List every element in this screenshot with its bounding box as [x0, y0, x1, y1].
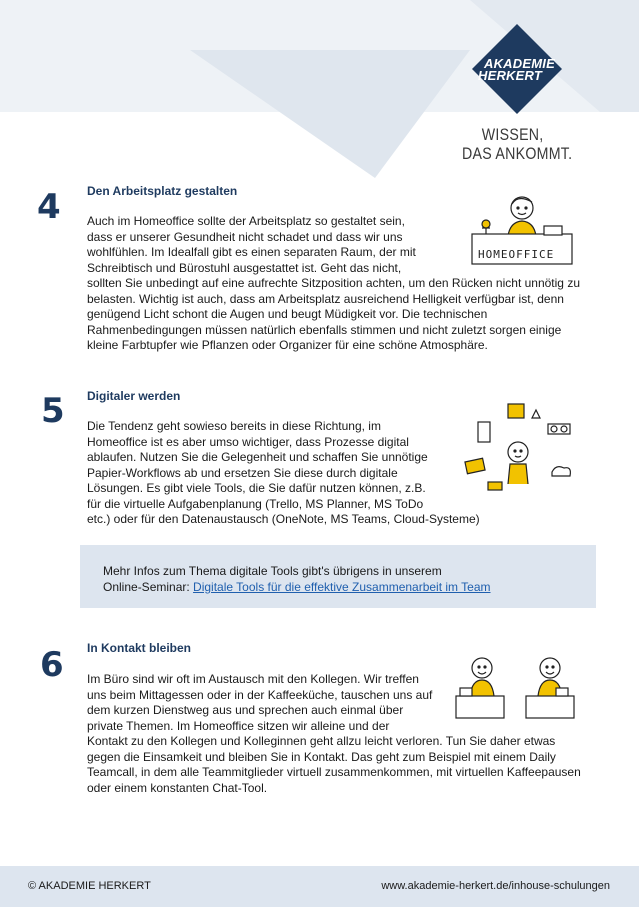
footer-website[interactable]: www.akademie-herkert.de/inhouse-schulungen	[381, 880, 610, 892]
text-line: Rahmenbedingungen müssen natürlich ebenfalls stimmen und nicht zuletzt sorgen einige	[87, 322, 562, 337]
text-line: private Themen. Im Homeoffice sitzen wir alleine und der	[87, 718, 390, 733]
homeoffice-sign: HOMEOFFICE	[478, 248, 555, 261]
text-line: Im Büro sind wir oft im Austausch mit den Kollegen. Wir treffen	[87, 672, 419, 686]
text-line: Auch im Homeoffice sollte der Arbeitsplatz so gestaltet sein,	[87, 214, 405, 228]
footer-copyright: © AKADEMIE HERKERT	[28, 880, 151, 892]
header-background	[0, 0, 639, 200]
slogan-line1: WISSEN,	[481, 126, 544, 144]
section-number-4: 4	[37, 187, 61, 227]
text-line: Lösungen. Es gibt viele Tools, die Sie dafür nutzen können, z.B.	[87, 481, 426, 495]
section-text-digital	[87, 419, 480, 528]
info-line2-prefix: Online-Seminar:	[103, 580, 194, 594]
slogan	[462, 126, 591, 164]
text-line: Papier-Workflows ab und ersetzen Sie diese durch digitale	[87, 465, 398, 480]
text-line: Schreibtisch und Bürostuhl ausgestattet ist. Geht das nicht,	[87, 260, 402, 275]
text-line: oder einem konstanten Chat-Tool.	[87, 780, 268, 795]
text-line: Die Tendenz geht sowieso bereits in diese Richtung, im	[87, 419, 381, 433]
section-title-kontakt: In Kontakt bleiben	[87, 641, 192, 655]
teamcall-illustration	[452, 652, 578, 724]
logo-text-line2: HERKERT	[478, 68, 543, 83]
section-title-digital: Digitaler werden	[87, 389, 181, 403]
text-line: Homeoffice ist es aber umso wichtiger, dass Prozesse digital	[87, 434, 409, 449]
section-number-5: 5	[41, 391, 65, 431]
text-line: genügend Licht schont die Augen und beugt Müdigkeit vor. Die technischen	[87, 307, 488, 321]
section-number-6: 6	[40, 645, 64, 685]
info-line1: Mehr Infos zum Thema digitale Tools gibt's übrigens in unserem	[103, 564, 442, 578]
text-line: dem kurzen Dienstweg aus und sprechen auch einmal über	[87, 703, 404, 717]
text-line: Teamcall, in dem alle Teammitglieder virtuell zusammenkommen, mit virtuellen Kaffeepausen	[87, 765, 581, 779]
text-line: dass er unserer Gesundheit nicht schadet und dass wir uns	[87, 229, 403, 244]
text-line: gegen die Einsamkeit und bleiben Sie in Kontakt. Das geht zum Beispiel mit einem Daily	[87, 749, 556, 764]
info-line2	[103, 579, 491, 595]
text-line: Kontakt zu den Kollegen und Kolleginnen geht allzu leicht verloren. Tun Sie daher etwas	[87, 734, 556, 748]
slogan-line2: DAS ANKOMMT.	[462, 145, 573, 163]
text-line: etc.) oder für den Datenaustausch (OneNote, MS Teams, Cloud-Systeme)	[87, 512, 480, 526]
text-line: wohlfühlen. Im Idealfall gibt es einen separaten Raum, der mit	[87, 245, 416, 259]
text-line: belasten. Wichtig ist auch, dass am Arbeitsplatz ausreichend Helligkeit verfügbar ist, denn	[87, 291, 564, 306]
seminar-link[interactable]: Digitale Tools für die effektive Zusammenarbeit im Team	[193, 580, 491, 594]
text-line: kleine Farbtupfer wie Pflanzen oder Organizer für eine schöne Atmosphäre.	[87, 338, 488, 352]
text-line: ablaufen. Nutzen Sie die Gelegenheit und schaffen Sie unnötige	[87, 450, 428, 464]
digital-tools-illustration	[460, 400, 578, 492]
info-text	[103, 563, 491, 595]
section-title-arbeitsplatz: Den Arbeitsplatz gestalten	[87, 184, 238, 198]
text-line: uns beim Mittagessen oder in der Kaffeeküche, tauschen uns auf	[87, 687, 433, 702]
text-line: sollten Sie unbedingt auf eine aufrechte Sitzposition achten, um den Rücken nicht unnötig zu	[87, 276, 580, 290]
logo-text-line1: AKADEMIE	[484, 56, 555, 71]
text-line: für die virtuelle Aufgabenplanung (Trello, MS Planner, MS ToDo	[87, 496, 424, 511]
